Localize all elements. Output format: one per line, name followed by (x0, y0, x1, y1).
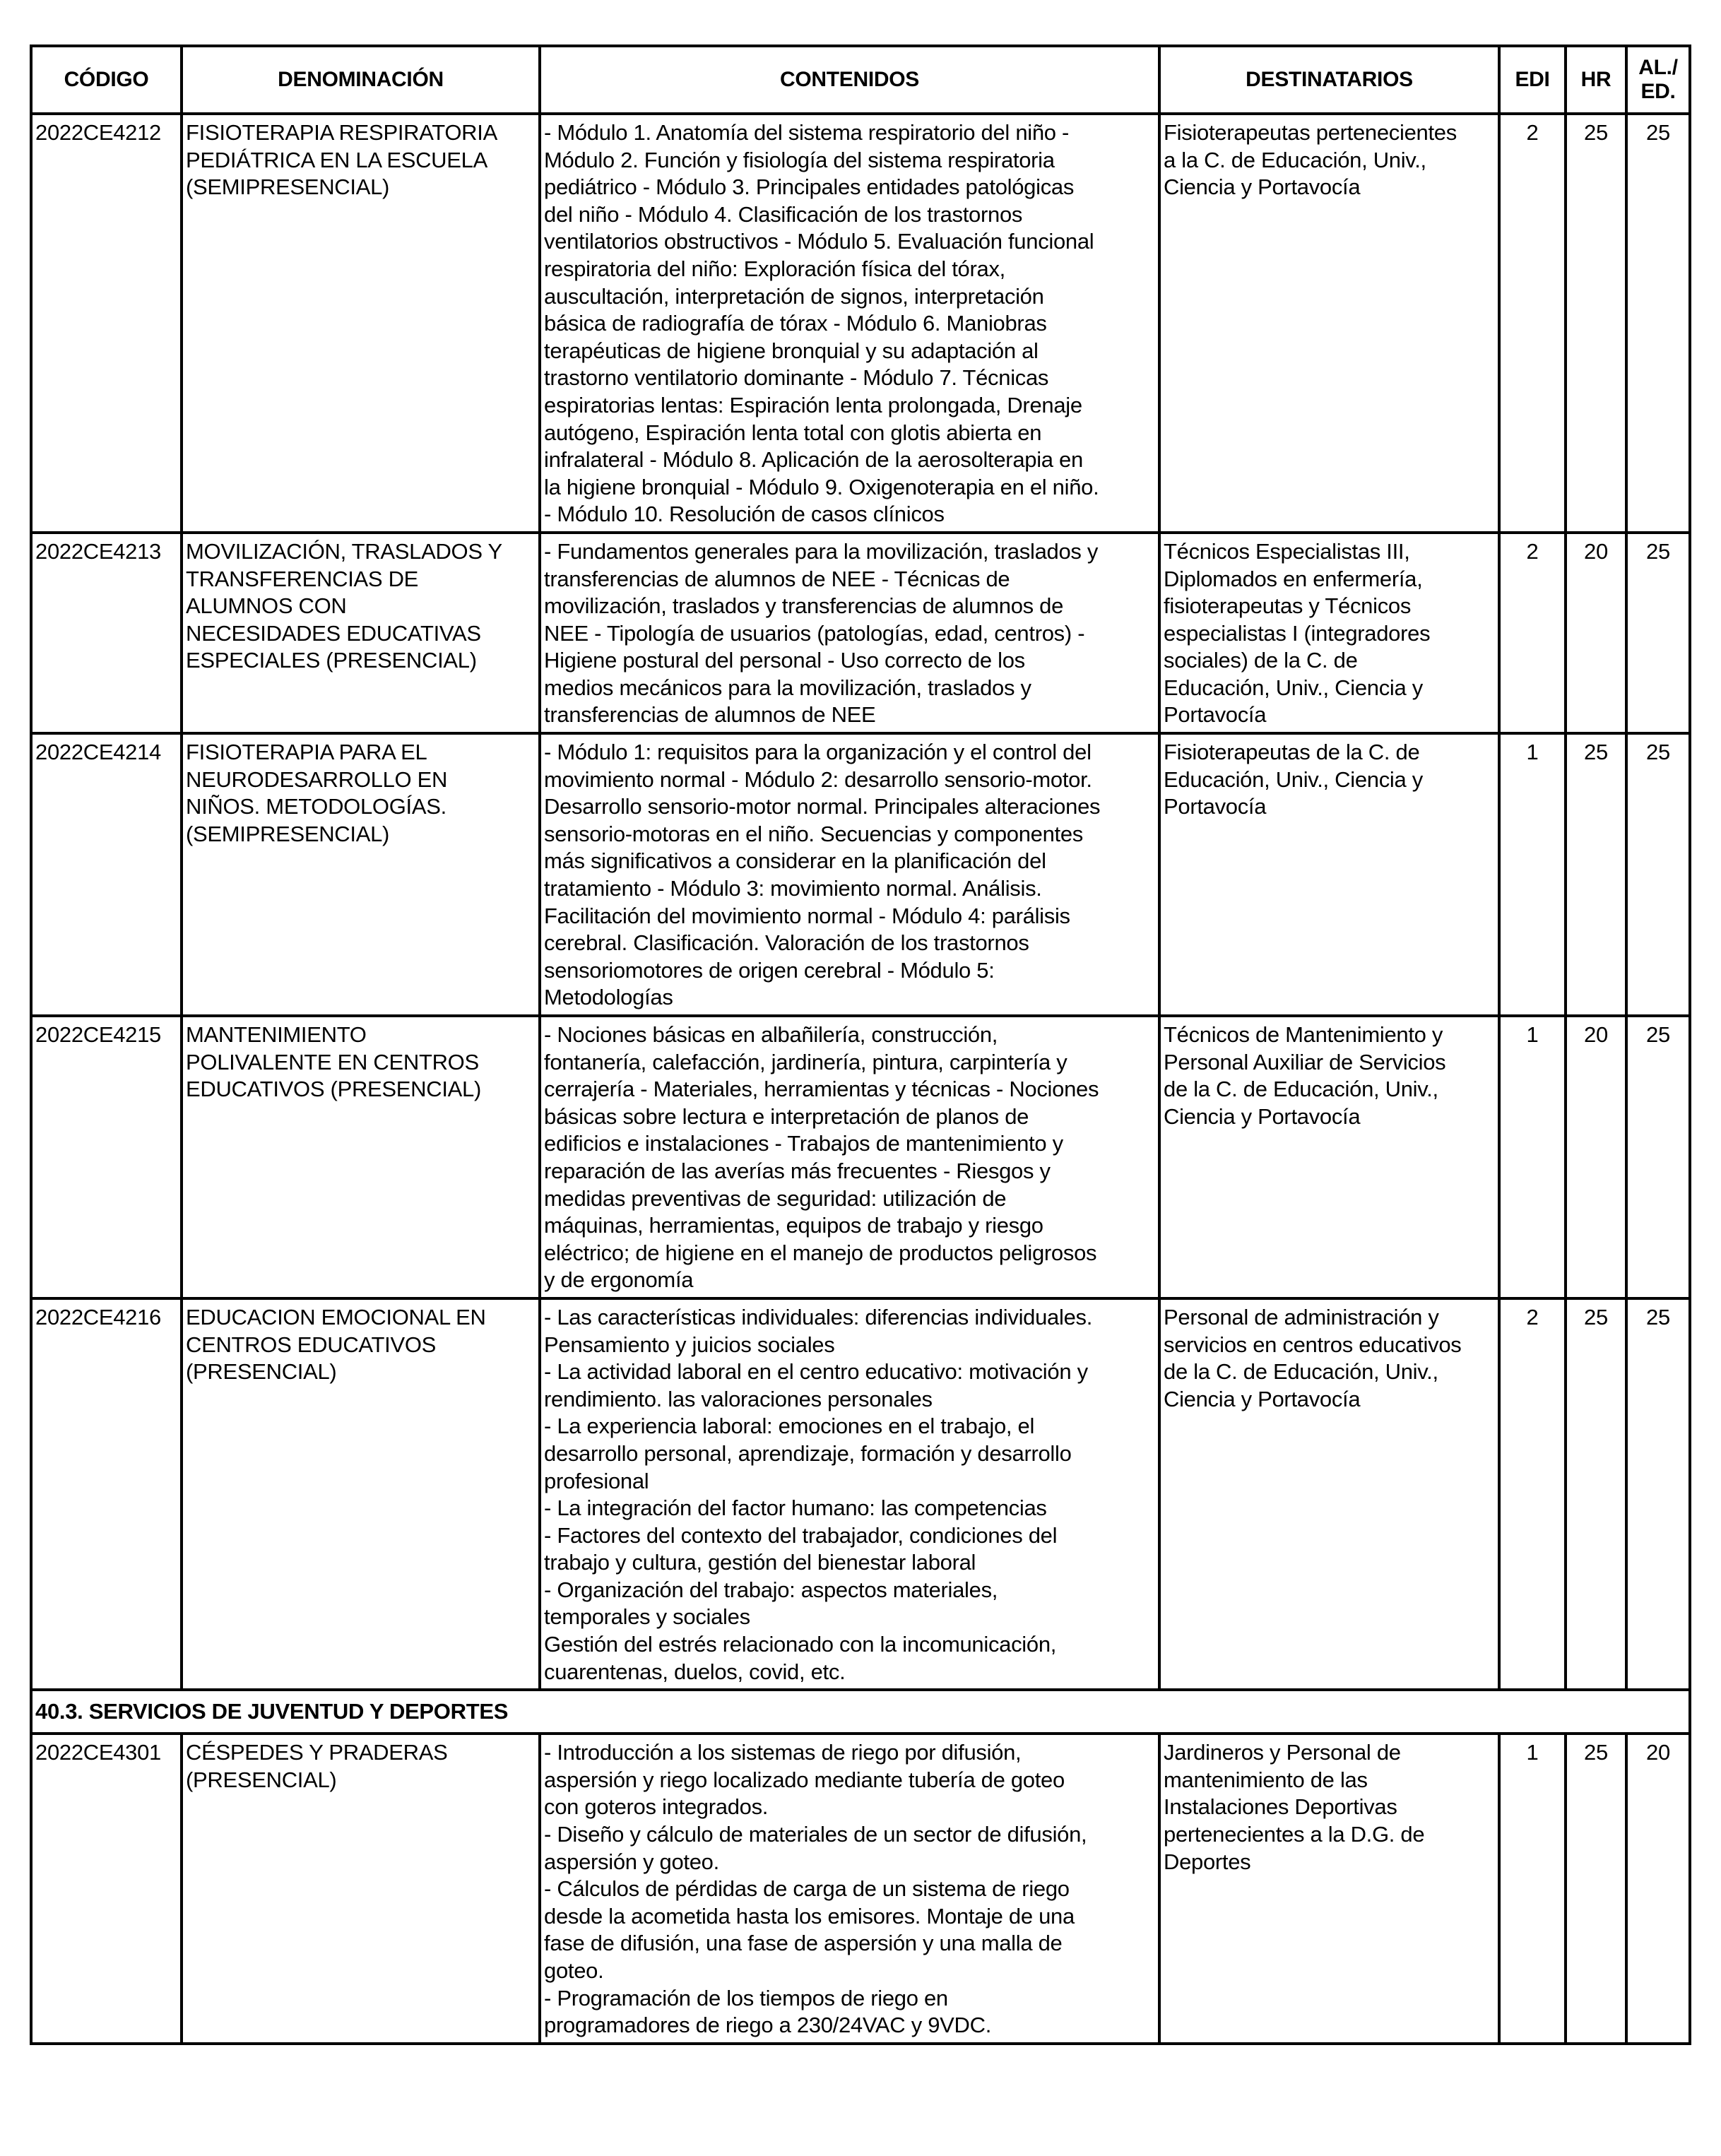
cell-al-ed: 25 (1626, 1298, 1690, 1690)
header-denominacion: DENOMINACIÓN (182, 46, 540, 114)
cell-contenidos: - Introducción a los sistemas de riego por difusión, aspersión y riego localizado mediante tubería de goteo con goteros integrados. - Diseño y cálculo de materiales de un sector de difusión, aspersión y goteo. - Cálculos de pérdidas de carga de un sistema de riego desde la acometida hasta los emisores. Montaje de una fase de difusión, una fase de aspersión y una malla de goteo. - Programación de los tiempos de riego en programadores de riego a 230/24VAC y 9VDC. (540, 1734, 1159, 2044)
cell-al-ed: 25 (1626, 1016, 1690, 1298)
cell-codigo: 2022CE4214 (31, 733, 182, 1016)
table-row (31, 1734, 1690, 2044)
cell-codigo: 2022CE4215 (31, 1016, 182, 1298)
header-contenidos: CONTENIDOS (540, 46, 1159, 114)
cell-al-ed: 25 (1626, 733, 1690, 1016)
cell-denominacion: FISIOTERAPIA RESPIRATORIA PEDIÁTRICA EN LA ESCUELA (SEMIPRESENCIAL) (182, 114, 540, 533)
cell-edi: 1 (1499, 733, 1566, 1016)
cell-hr: 25 (1566, 1298, 1626, 1690)
cell-destinatarios: Fisioterapeutas pertenecientes a la C. de Educación, Univ., Ciencia y Portavocía (1159, 114, 1499, 533)
cell-edi: 1 (1499, 1016, 1566, 1298)
cell-al-ed: 25 (1626, 114, 1690, 533)
section-title: 40.3. SERVICIOS DE JUVENTUD Y DEPORTES (31, 1690, 1690, 1734)
cell-contenidos: - Fundamentos generales para la movilización, traslados y transferencias de alumnos de NEE - Técnicas de movilización, traslados y transferencias de alumnos de NEE - Tipología de usuarios (patologías, edad, centros) - Higiene postural del personal - Uso correcto de los medios mecánicos para la movilización, traslados y transferencias de alumnos de NEE (540, 533, 1159, 733)
cell-destinatarios: Técnicos de Mantenimiento y Personal Auxiliar de Servicios de la C. de Educación, Univ., Ciencia y Portavocía (1159, 1016, 1499, 1298)
section-row (31, 1690, 1690, 1734)
cell-contenidos: - Módulo 1: requisitos para la organización y el control del movimiento normal - Módulo 2: desarrollo sensorio-motor. Desarrollo sensorio-motor normal. Principales alteraciones sensorio-motoras en el niño. Secuencias y componentes más significativos a considerar en la planificación del tratamiento - Módulo 3: movimiento normal. Análisis. Facilitación del movimiento normal - Módulo 4: parálisis cerebral. Clasificación. Valoración de los trastornos sensoriomotores de origen cerebral - Módulo 5: Metodologías (540, 733, 1159, 1016)
header-codigo: CÓDIGO (31, 46, 182, 114)
cell-denominacion: FISIOTERAPIA PARA EL NEURODESARROLLO EN NIÑOS. METODOLOGÍAS. (SEMIPRESENCIAL) (182, 733, 540, 1016)
cell-denominacion: MOVILIZACIÓN, TRASLADOS Y TRANSFERENCIAS DE ALUMNOS CON NECESIDADES EDUCATIVAS ESPECIALES (PRESENCIAL) (182, 533, 540, 733)
cell-denominacion: MANTENIMIENTO POLIVALENTE EN CENTROS EDUCATIVOS (PRESENCIAL) (182, 1016, 540, 1298)
cell-codigo: 2022CE4216 (31, 1298, 182, 1690)
cell-hr: 25 (1566, 114, 1626, 533)
header-row (31, 46, 1690, 114)
courses-table (30, 45, 1691, 2045)
cell-codigo: 2022CE4301 (31, 1734, 182, 2044)
cell-destinatarios: Fisioterapeutas de la C. de Educación, Univ., Ciencia y Portavocía (1159, 733, 1499, 1016)
header-al-ed: AL./ ED. (1626, 46, 1690, 114)
cell-contenidos: - Las características individuales: diferencias individuales. Pensamiento y juicios sociales - La actividad laboral en el centro educativo: motivación y rendimiento. las valoraciones personales - La experiencia laboral: emociones en el trabajo, el desarrollo personal, aprendizaje, formación y desarrollo profesional - La integración del factor humano: las competencias - Factores del contexto del trabajador, condiciones del trabajo y cultura, gestión del bienestar laboral - Organización del trabajo: aspectos materiales, temporales y sociales Gestión del estrés relacionado con la incomunicación, cuarentenas, duelos, covid, etc. (540, 1298, 1159, 1690)
cell-hr: 25 (1566, 733, 1626, 1016)
header-edi: EDI (1499, 46, 1566, 114)
cell-edi: 2 (1499, 533, 1566, 733)
cell-edi: 2 (1499, 114, 1566, 533)
cell-hr: 20 (1566, 533, 1626, 733)
header-hr: HR (1566, 46, 1626, 114)
cell-edi: 1 (1499, 1734, 1566, 2044)
cell-al-ed: 20 (1626, 1734, 1690, 2044)
cell-hr: 20 (1566, 1016, 1626, 1298)
cell-denominacion: EDUCACION EMOCIONAL EN CENTROS EDUCATIVOS (PRESENCIAL) (182, 1298, 540, 1690)
cell-contenidos: - Nociones básicas en albañilería, construcción, fontanería, calefacción, jardinería, pintura, carpintería y cerrajería - Materiales, herramientas y técnicas - Nociones básicas sobre lectura e interpretación de planos de edificios e instalaciones - Trabajos de mantenimiento y reparación de las averías más frecuentes - Riesgos y medidas preventivas de seguridad: utilización de máquinas, herramientas, equipos de trabajo y riesgo eléctrico; de higiene en el manejo de productos peligrosos y de ergonomía (540, 1016, 1159, 1298)
cell-edi: 2 (1499, 1298, 1566, 1690)
cell-codigo: 2022CE4213 (31, 533, 182, 733)
cell-hr: 25 (1566, 1734, 1626, 2044)
cell-destinatarios: Técnicos Especialistas III, Diplomados en enfermería, fisioterapeutas y Técnicos especialistas I (integradores sociales) de la C. de Educación, Univ., Ciencia y Portavocía (1159, 533, 1499, 733)
cell-destinatarios: Personal de administración y servicios en centros educativos de la C. de Educación, Univ., Ciencia y Portavocía (1159, 1298, 1499, 1690)
table-row (31, 533, 1690, 733)
table-row (31, 114, 1690, 533)
cell-al-ed: 25 (1626, 533, 1690, 733)
table-row (31, 1298, 1690, 1690)
cell-contenidos: - Módulo 1. Anatomía del sistema respiratorio del niño - Módulo 2. Función y fisiología del sistema respiratoria pediátrico - Módulo 3. Principales entidades patológicas del niño - Módulo 4. Clasificación de los trastornos ventilatorios obstructivos - Módulo 5. Evaluación funcional respiratoria del niño: Exploración física del tórax, auscultación, interpretación de signos, interpretación básica de radiografía de tórax - Módulo 6. Maniobras terapéuticas de higiene bronquial y su adaptación al trastorno ventilatorio dominante - Módulo 7. Técnicas espiratorias lentas: Espiración lenta prolongada, Drenaje autógeno, Espiración lenta total con glotis abierta en infralateral - Módulo 8. Aplicación de la aerosolterapia en la higiene bronquial - Módulo 9. Oxigenoterapia en el niño. - Módulo 10. Resolución de casos clínicos (540, 114, 1159, 533)
table-row (31, 1016, 1690, 1298)
table-row (31, 733, 1690, 1016)
header-destinatarios: DESTINATARIOS (1159, 46, 1499, 114)
cell-denominacion: CÉSPEDES Y PRADERAS (PRESENCIAL) (182, 1734, 540, 2044)
cell-destinatarios: Jardineros y Personal de mantenimiento de las Instalaciones Deportivas pertenecientes a la D.G. de Deportes (1159, 1734, 1499, 2044)
cell-codigo: 2022CE4212 (31, 114, 182, 533)
